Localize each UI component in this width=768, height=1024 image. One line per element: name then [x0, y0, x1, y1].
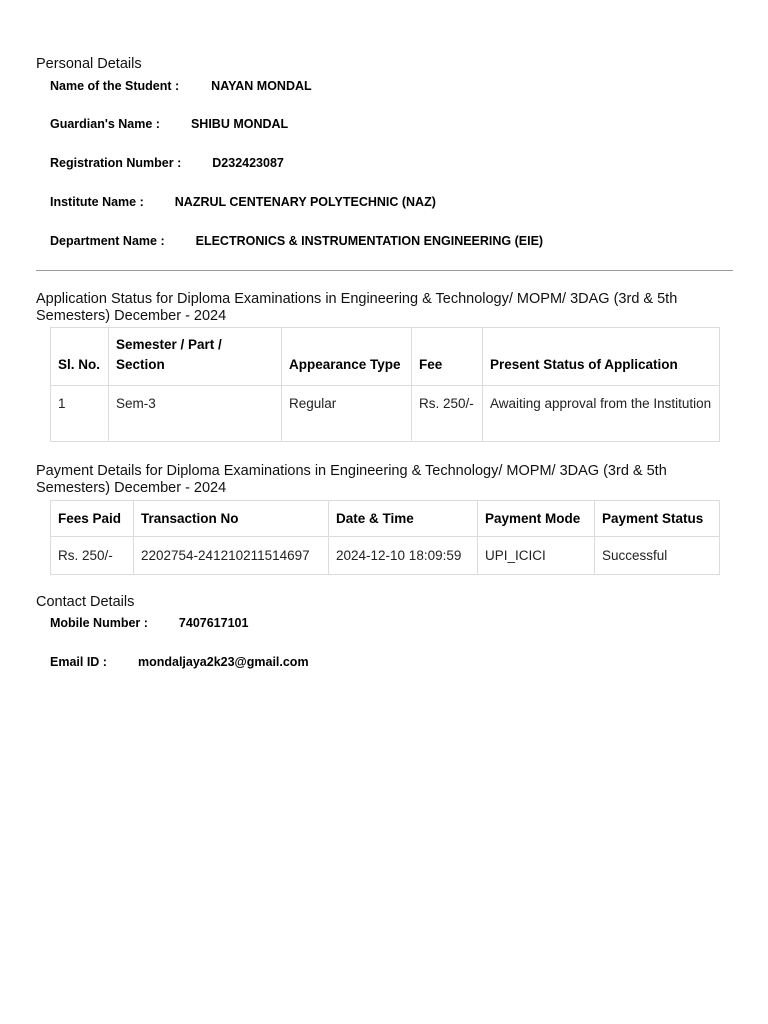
mobile-number-row	[50, 615, 248, 631]
student-name-value: NAYAN MONDAL	[211, 79, 312, 93]
column-header-sl-no: Sl. No.	[51, 328, 109, 386]
application-status-heading: Application Status for Diploma Examinations in Engineering & Technology/ MOPM/ 3DAG (3rd & 5th Semesters) December - 2024	[36, 291, 678, 324]
cell-fees-paid: Rs. 250/-	[51, 537, 134, 575]
registration-number-value: D232423087	[212, 156, 284, 170]
table-row	[51, 537, 720, 575]
cell-semester: Sem-3	[109, 386, 282, 442]
column-header-appearance-type: Appearance Type	[282, 328, 412, 386]
email-value: mondaljaya2k23@gmail.com	[137, 655, 309, 669]
guardian-name-row	[50, 116, 288, 132]
email-row	[50, 654, 309, 670]
guardian-name-label: Guardian's Name :	[50, 117, 160, 131]
department-name-row	[50, 233, 543, 249]
mobile-number-value: 7407617101	[178, 616, 249, 630]
institute-name-value: NAZRUL CENTENARY POLYTECHNIC (NAZ)	[174, 195, 436, 209]
cell-fee: Rs. 250/-	[412, 386, 483, 442]
payment-details-table	[50, 500, 720, 575]
personal-details-heading: Personal Details	[36, 56, 142, 72]
table-header-row	[51, 501, 720, 537]
column-header-fees-paid: Fees Paid	[51, 501, 134, 537]
table-row	[51, 386, 720, 442]
mobile-number-label: Mobile Number :	[50, 616, 148, 630]
registration-number-row	[50, 155, 284, 171]
registration-number-label: Registration Number :	[50, 156, 182, 170]
institute-name-row	[50, 194, 436, 210]
cell-transaction-no: 2202754-241210211514697	[134, 537, 329, 575]
department-name-value: ELECTRONICS & INSTRUMENTATION ENGINEERING (EIE)	[195, 234, 544, 248]
section-divider	[36, 270, 733, 271]
cell-present-status: Awaiting approval from the Institution	[483, 386, 720, 442]
payment-details-heading: Payment Details for Diploma Examinations in Engineering & Technology/ MOPM/ 3DAG (3rd & 5th Semesters) December - 2024	[36, 463, 667, 496]
column-header-semester: Semester / Part / Section	[109, 328, 282, 386]
cell-date-time: 2024-12-10 18:09:59	[329, 537, 478, 575]
contact-details-heading: Contact Details	[36, 594, 135, 610]
column-header-date-time: Date & Time	[329, 501, 478, 537]
student-name-label: Name of the Student :	[50, 79, 180, 93]
student-name-row	[50, 78, 312, 94]
cell-sl-no: 1	[51, 386, 109, 442]
cell-payment-mode: UPI_ICICI	[478, 537, 595, 575]
table-header-row	[51, 328, 720, 386]
institute-name-label: Institute Name :	[50, 195, 144, 209]
email-label: Email ID :	[50, 655, 107, 669]
department-name-label: Department Name :	[50, 234, 165, 248]
column-header-payment-status: Payment Status	[595, 501, 720, 537]
column-header-transaction-no: Transaction No	[134, 501, 329, 537]
column-header-fee: Fee	[412, 328, 483, 386]
cell-payment-status: Successful	[595, 537, 720, 575]
cell-appearance-type: Regular	[282, 386, 412, 442]
application-status-table	[50, 327, 720, 442]
guardian-name-value: SHIBU MONDAL	[190, 117, 289, 131]
column-header-present-status: Present Status of Application	[483, 328, 720, 386]
column-header-payment-mode: Payment Mode	[478, 501, 595, 537]
